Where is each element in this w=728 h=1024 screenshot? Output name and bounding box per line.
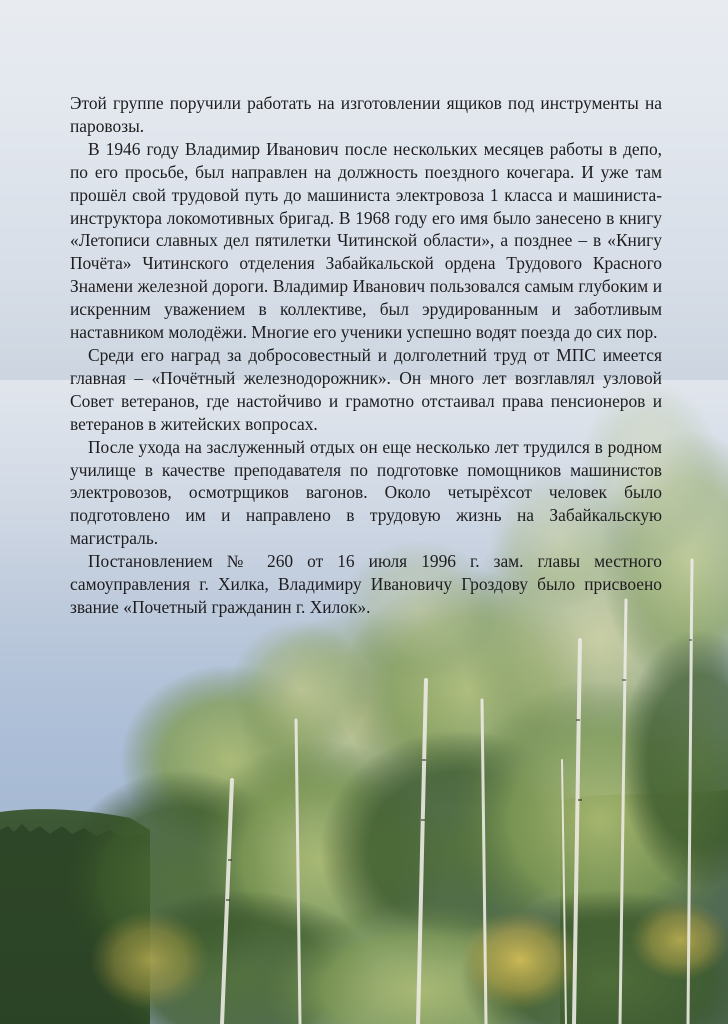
paragraph-2: В 1946 году Владимир Иванович после нескольких месяцев работы в депо, по его просьбе, был направлен на должность поездного кочегара. И уже там прошёл свой трудовой путь до машиниста электровоза 1 класса и машиниста-инструктора локомотивных бригад. В 1968 году его имя было занесено в книгу «Летописи славных дел пятилетки Читинской области», а позднее – в «Книгу Почёта» Читинского отделения Забайкальской ордена Трудового Красного Знамени железной дороги. Владимир Иванович пользовался самым глубоким и искренним уважением в коллективе, был эрудированным и заботливым наставником молодёжи. Многие его ученики успешно водят поезда до сих пор. — [70, 138, 662, 343]
paragraph-5: Постановлением № 260 от 16 июля 1996 г. зам. главы местного самоуправления г. Хилка, Владимиру Ивановичу Гроздову было присвоено звание «Почетный гражданин г. Хилок». — [70, 551, 662, 617]
paragraph-4: После ухода на заслуженный отдых он еще несколько лет трудился в родном училище в качестве преподавателя по подготовке помощников машинистов электровозов, осмотрщиков вагонов. Около четырёхсот человек было подготовлено им и направлено в трудовую жизнь на Забайкальскую магистраль. — [70, 436, 662, 549]
body-text — [70, 92, 662, 619]
paragraph-3: Среди его наград за добросовестный и долголетний труд от МПС имеется главная – «Почётный железнодорожник». Он много лет возглавлял узловой Совет ветеранов, где настойчиво и грамотно отстаивал права пенсионеров и ветеранов в житейских вопросах. — [70, 344, 662, 434]
paragraph-1: Этой группе поручили работать на изготовлении ящиков под инструменты на паровозы. — [70, 93, 662, 136]
